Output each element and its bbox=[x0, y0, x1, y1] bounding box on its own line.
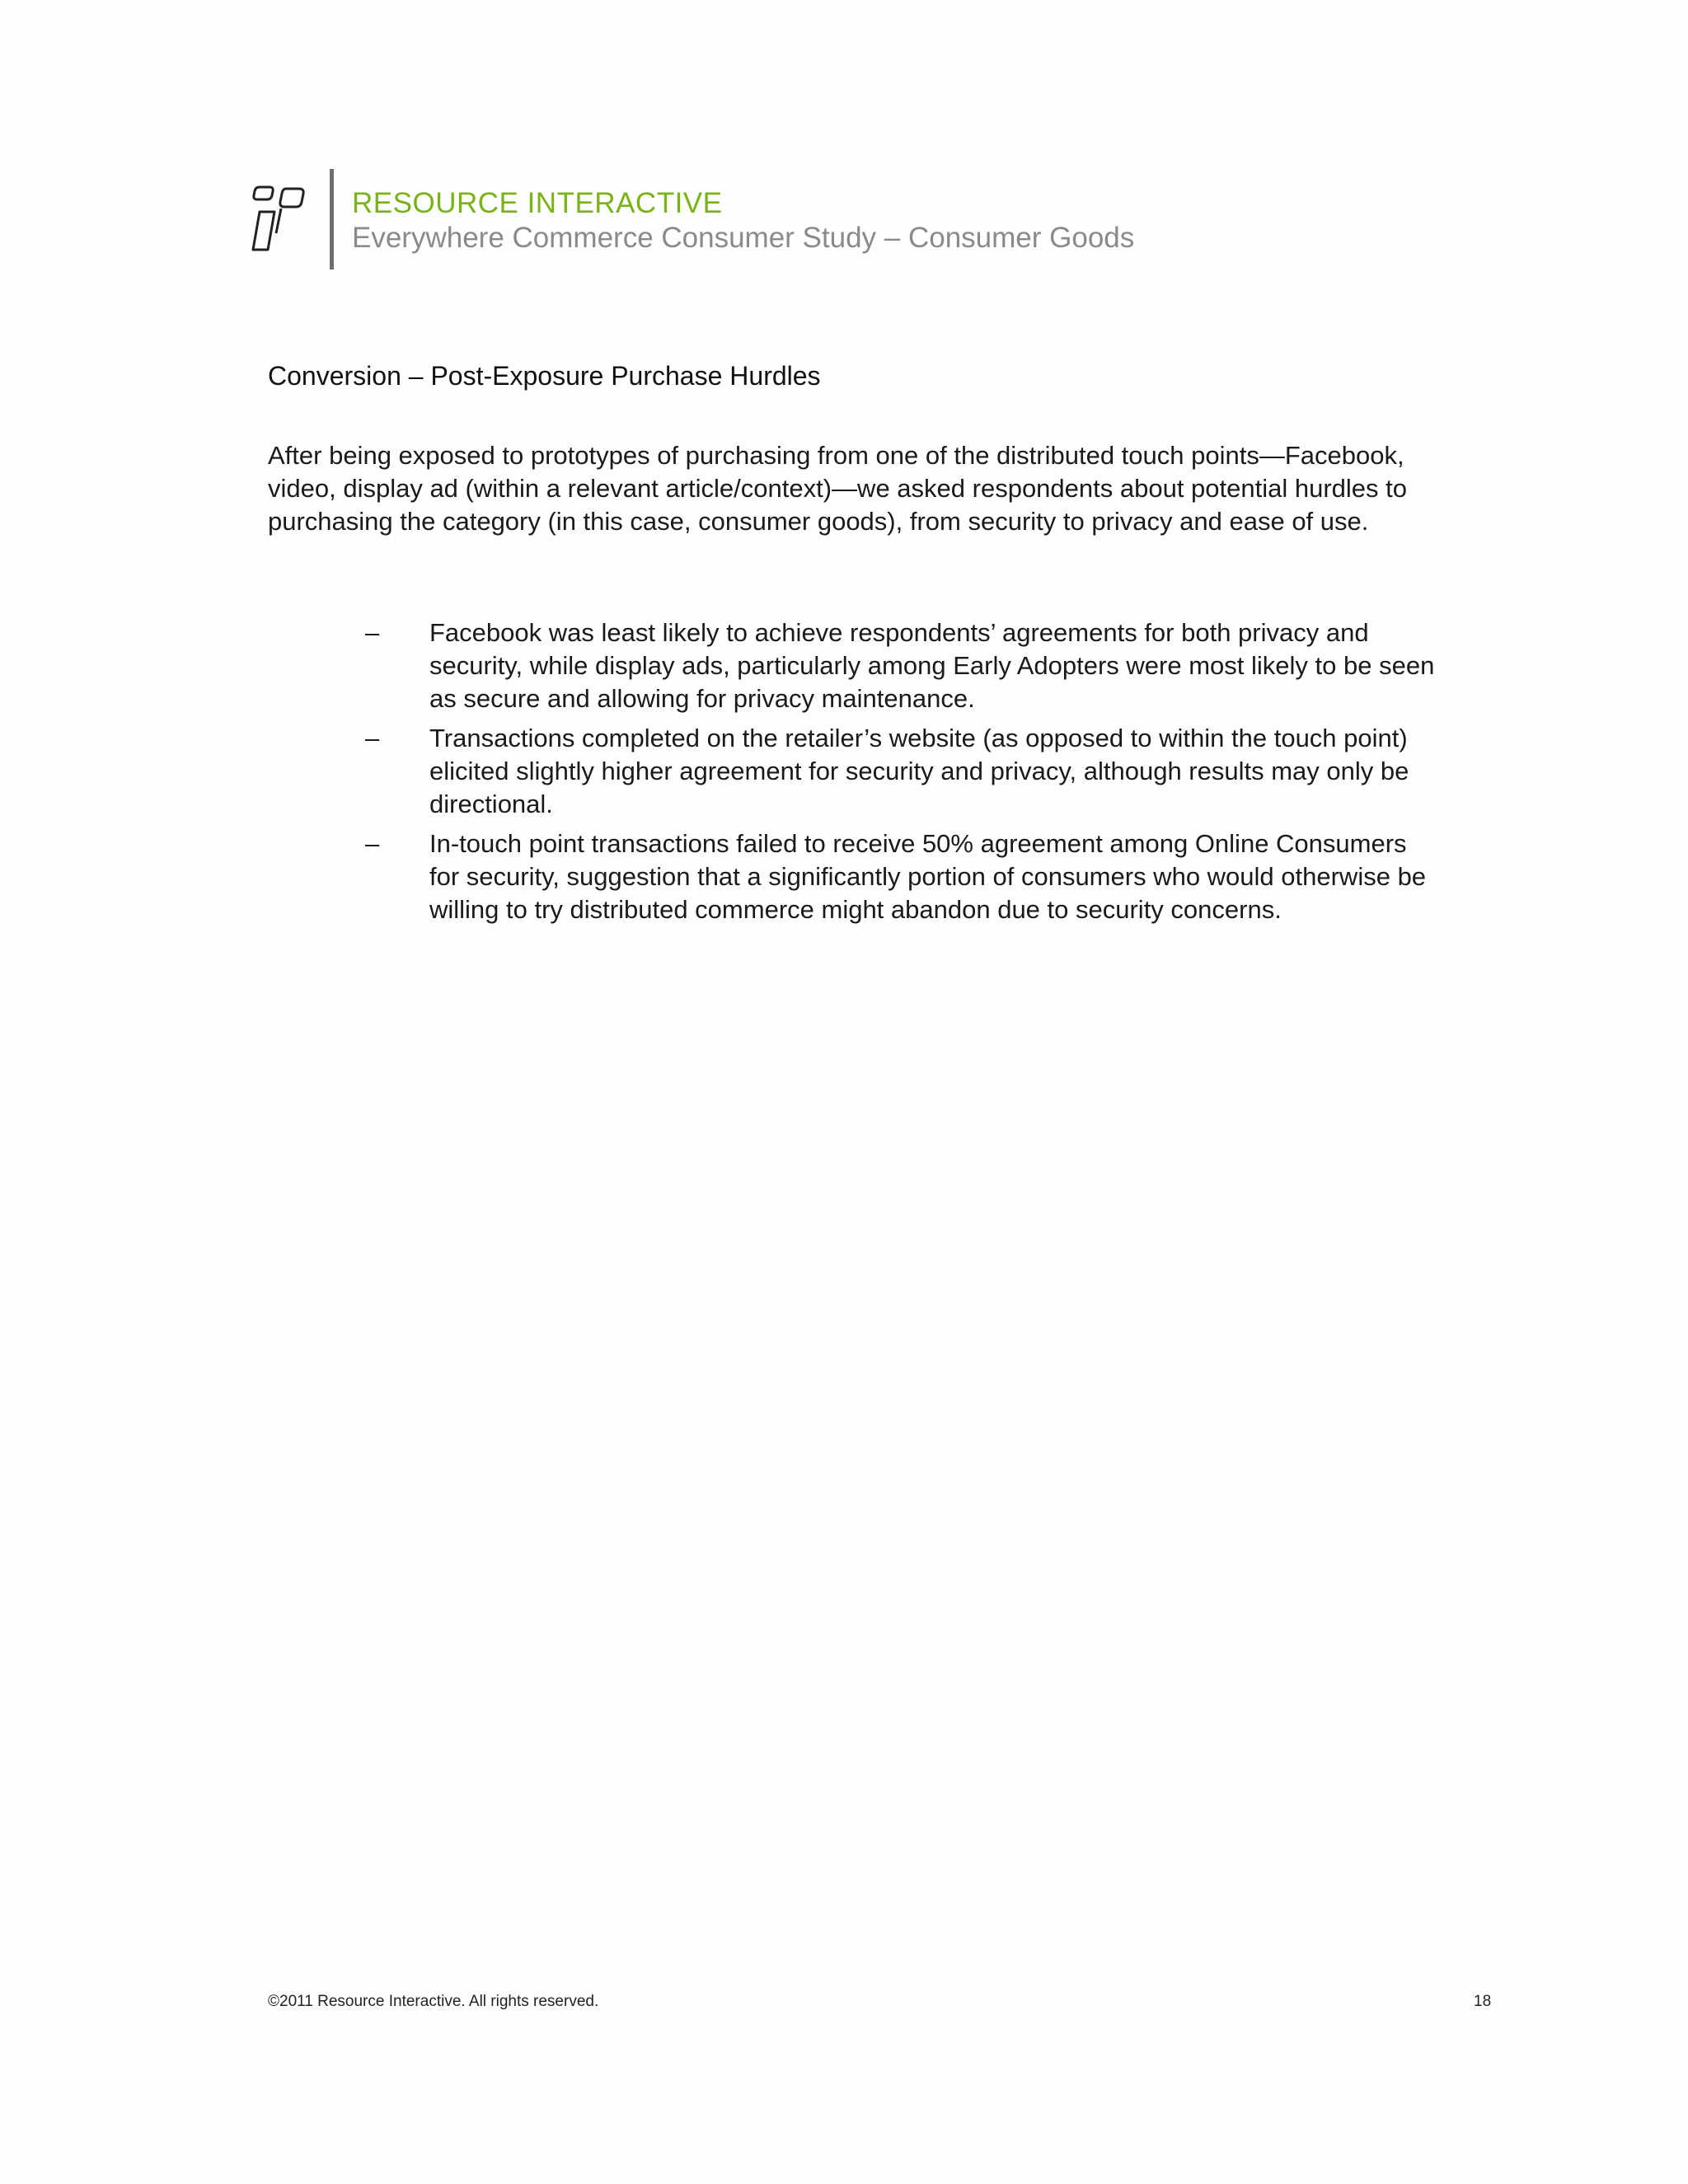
page-number: 18 bbox=[1474, 1993, 1492, 2010]
bullet-item bbox=[268, 827, 1438, 926]
bullet-dash: – bbox=[365, 618, 380, 647]
intro-paragraph: After being exposed to prototypes of purchasing from one of the distributed touch points—Facebook, video, display ad (within a relevant article/context)—we asked respondents about potential hurdles to purchasing the category (in this case, consumer goods), from security to privacy and ease of use. bbox=[268, 441, 1408, 536]
bullet-text: Transactions completed on the retailer’s website (as opposed to within the touch point) elicited slightly higher agreement for security and privacy, although results may only be directional. bbox=[429, 724, 1409, 818]
header-text bbox=[352, 187, 1134, 255]
bullet-list bbox=[268, 616, 1438, 933]
page-header bbox=[251, 169, 1134, 272]
brand-name: RESOURCE INTERACTIVE bbox=[352, 187, 723, 219]
bullet-text: In-touch point transactions failed to receive 50% agreement among Online Consumers for security, suggestion that a significantly portion of consumers who would otherwise be willing to try distributed commerce might abandon due to security concerns. bbox=[429, 829, 1427, 924]
header-divider bbox=[330, 169, 334, 269]
bullet-item bbox=[268, 616, 1438, 715]
bullet-text: Facebook was least likely to achieve respondents’ agreements for both privacy and security, while display ads, particularly among Early Adopters were most likely to be seen as secure and allowing for privacy maintenance. bbox=[429, 618, 1435, 713]
footer-copyright: ©2011 Resource Interactive. All rights reserved. bbox=[268, 1993, 599, 2010]
resource-interactive-logo-icon bbox=[251, 184, 309, 262]
section-title: Conversion – Post-Exposure Purchase Hurdles bbox=[268, 361, 821, 391]
bullet-dash: – bbox=[365, 724, 380, 752]
bullet-dash: – bbox=[365, 829, 380, 858]
bullet-item bbox=[268, 722, 1438, 821]
study-title: Everywhere Commerce Consumer Study – Consumer Goods bbox=[352, 222, 1135, 254]
